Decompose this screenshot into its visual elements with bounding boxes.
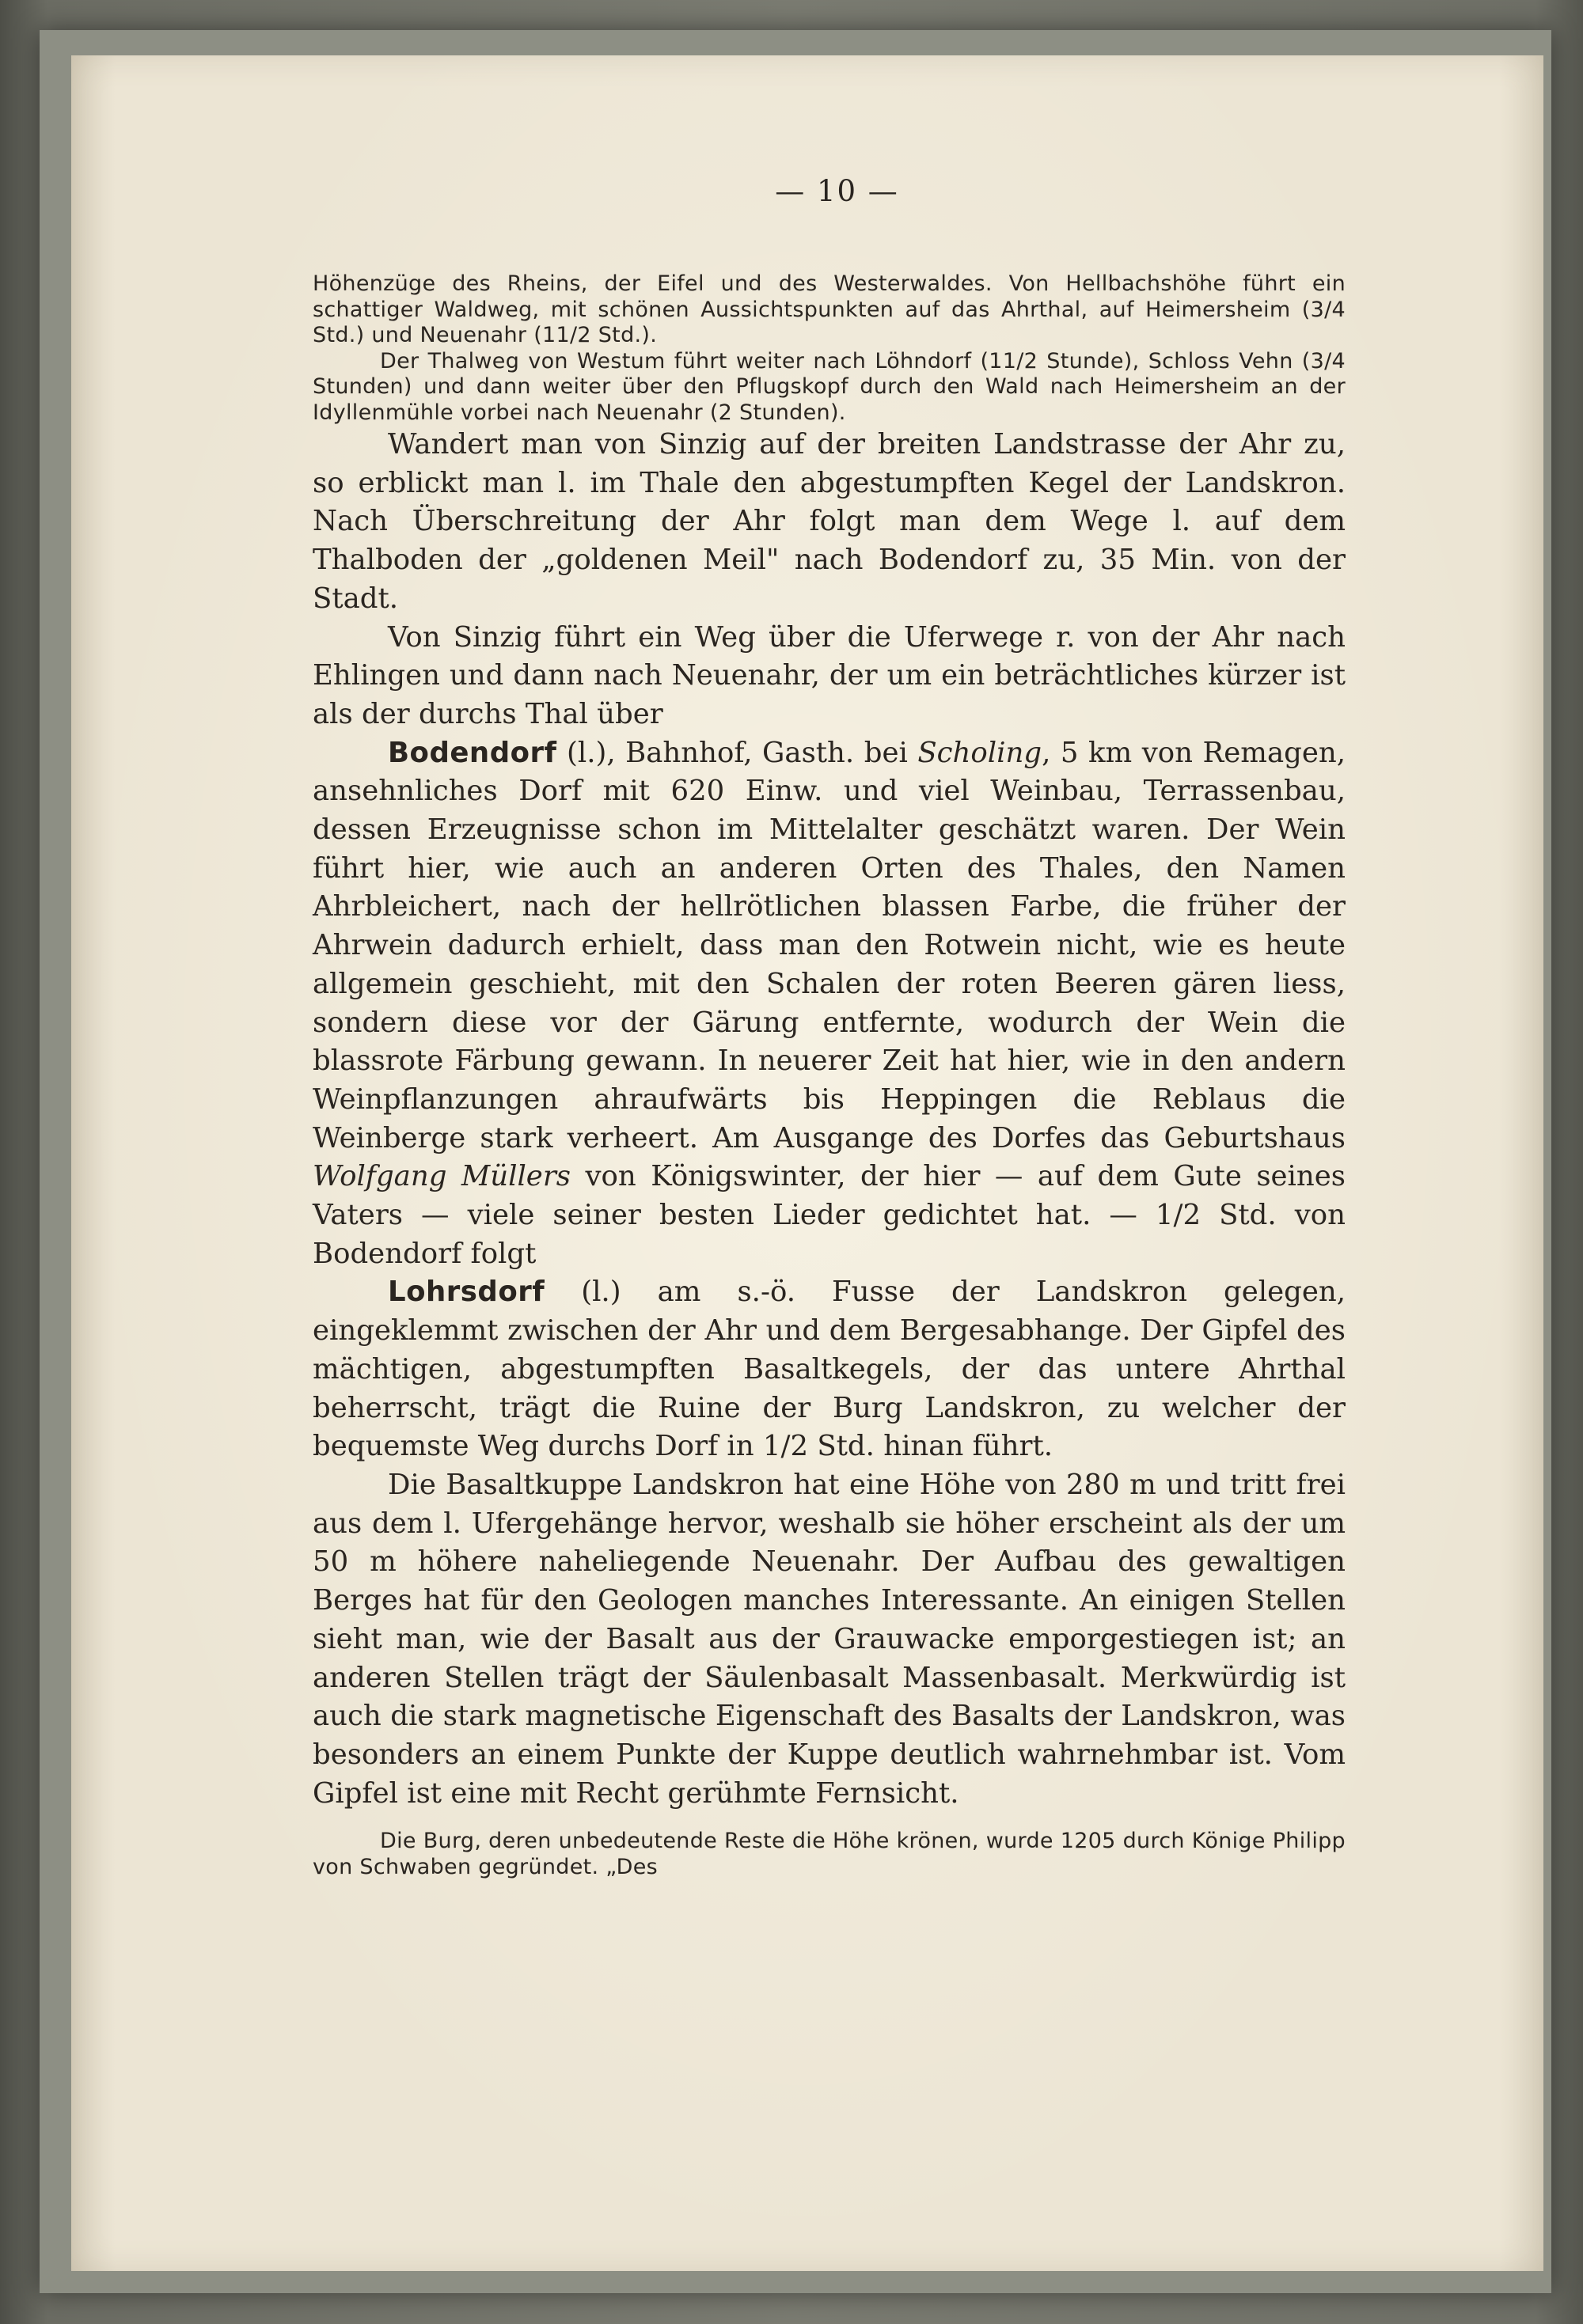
body-paragraph-landskron: Die Basaltkuppe Landskron hat eine Höhe von 280 m und tritt frei aus dem l. Ufergehänge hervor, weshalb sie höher erscheint als der um 50 m höhere naheliegende Neuenahr. Der Aufbau des gewaltigen Berges hat für den Geologen manches Interessante. An einigen Stellen sieht man, wie der Basalt aus der Grauwacke emporgestiegen ist; an anderen Stellen trägt der Säulenbasalt Massenbasalt. Merkwürdig ist auch die stark magnetische Eigenschaft des Basalts der Landskron, was besonders an einem Punkte der Kuppe deutlich wahrnehmbar ist. Vom Gipfel ist eine mit Recht gerühmte Fernsicht. [313, 1468, 1346, 1810]
body-paragraph-2: Von Sinzig führt ein Weg über die Uferwege r. von der Ahr nach Ehlingen und dann nach Neuenahr, der um ein beträchtliches kürzer ist als der durchs Thal über [313, 620, 1346, 730]
intro-paragraph-2: Der Thalweg von Westum führt weiter nach Löhndorf (11/2 Stunde), Schloss Vehn (3/4 Stunden) und dann weiter über den Pflugskopf durch den Wald nach Heimersheim an der Idyllenmühle vorbei nach Neuenahr (2 Stunden). [313, 348, 1346, 425]
bodendorf-italic-wolfgang: Wolfgang Müllers [313, 1160, 571, 1193]
bodendorf-text-c: von Königswinter, der hier — auf dem Gute seines Vaters — viele seiner besten Lieder gedichtet hat. — 1/2 Std. von Bodendorf folgt [313, 1160, 1346, 1270]
bodendorf-text-a: (l.), Bahnhof, Gasth. bei [556, 736, 918, 769]
body-paragraph-1: Wandert man von Sinzig auf der breiten Landstrasse der Ahr zu, so erblickt man l. im Thale den abgestumpften Kegel der Landskron. Nach Überschreitung der Ahr folgt man dem Wege l. auf dem Thalboden der „goldenen Meil" nach Bodendorf zu, 35 Min. von der Stadt. [313, 428, 1346, 615]
body-paragraph-bodendorf [313, 734, 1346, 1274]
heading-bodendorf: Bodendorf [388, 736, 557, 769]
lohrsdorf-text: (l.) am s.-ö. Fusse der Landskron gelegen, eingeklemmt zwischen der Ahr und dem Bergesabhange. Der Gipfel des mächtigen, abgestumpften Basaltkegels, der das untere Ahrthal beherrscht, trägt die Ruine der Burg Landskron, zu welcher der bequemste Weg durchs Dorf in 1/2 Std. hinan führt. [313, 1276, 1346, 1463]
page-number: — 10 — [775, 174, 899, 208]
intro-paragraph-1: Höhenzüge des Rheins, der Eifel und des Westerwaldes. Von Hellbachshöhe führt ein schattiger Waldweg, mit schönen Aussichtspunkten auf das Ahrthal, auf Heimersheim (3/4 Std.) und Neuenahr (11/2 Std.). [313, 271, 1346, 347]
bodendorf-text-b: , 5 km von Remagen, ansehnliches Dorf mit 620 Einw. und viel Weinbau, Terrassenbau, dessen Erzeugnisse schon im Mittelalter geschätzt waren. Der Wein führt hier, wie auch an anderen Orten des Thales, den Namen Ahrbleichert, nach der hellrötlichen blassen Farbe, die früher der Ahrwein dadurch erhielt, dass man den Rotwein nicht, wie es heute allgemein geschieht, mit den Schalen der roten Beeren gären liess, sondern diese vor der Gärung entfernte, wodurch der Wein die blassrote Färbung gewann. In neuerer Zeit hat hier, wie in den andern Weinpflanzungen ahraufwärts bis Heppingen die Reblaus die Weinberge stark verheert. Am Ausgange des Dorfes das Geburtshaus [313, 736, 1346, 1154]
page-content [313, 174, 1346, 1880]
body-paragraph-lohrsdorf [313, 1273, 1346, 1466]
footnote: Die Burg, deren unbedeutende Reste die Höhe krönen, wurde 1205 durch Könige Philipp von Schwaben gegründet. „Des [313, 1829, 1346, 1879]
heading-lohrsdorf: Lohrsdorf [388, 1276, 545, 1309]
bodendorf-italic-scholing: Scholing [917, 736, 1042, 769]
